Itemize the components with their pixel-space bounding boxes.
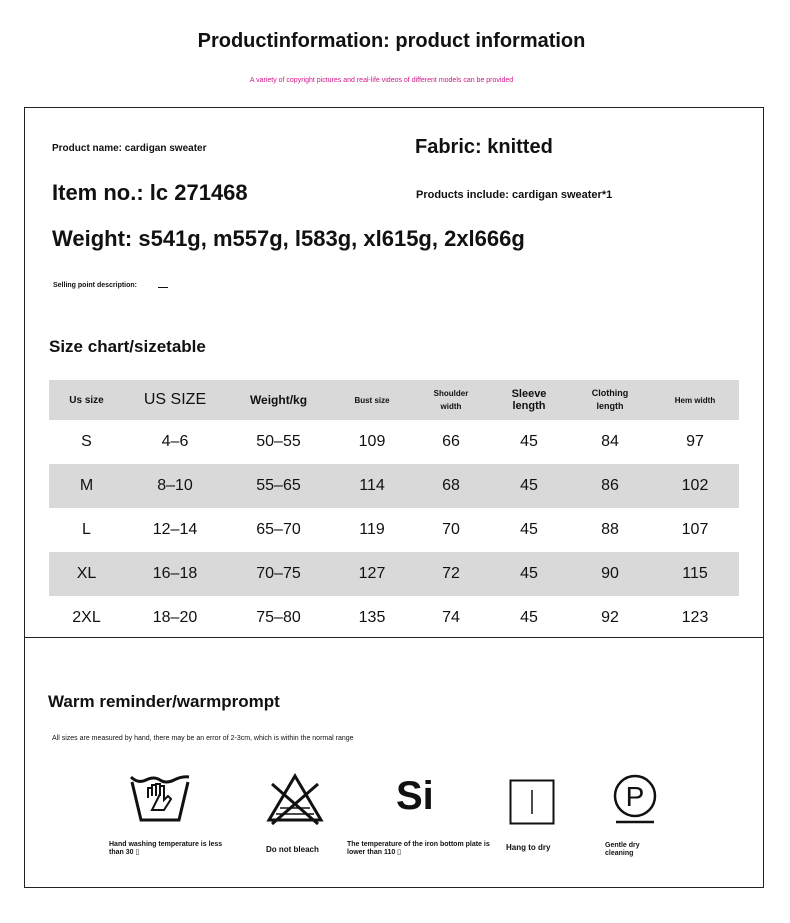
table-cell: 66	[442, 433, 460, 450]
table-cell: 2XL	[72, 609, 101, 626]
table-cell: 109	[358, 433, 386, 450]
table-cell: XL	[76, 565, 97, 582]
table-cell: 68	[442, 477, 460, 494]
table-cell: 115	[682, 565, 708, 582]
table-cell: 127	[358, 565, 386, 582]
table-cell: 70	[442, 521, 460, 538]
table-cell: 119	[359, 521, 385, 538]
table-cell: 45	[520, 477, 538, 494]
table-cell: 107	[681, 521, 709, 538]
table-cell: S	[81, 433, 92, 450]
col-sleeve: Sleeve length	[511, 388, 547, 412]
table-row	[49, 420, 739, 464]
no-bleach-label: Do not bleach	[266, 845, 319, 854]
table-cell: 45	[520, 609, 538, 626]
table-row	[49, 508, 739, 552]
hand-wash-label: Hand washing temperature is less than 30 ▯	[109, 841, 223, 856]
col-shoulder: Shoulder width	[433, 389, 469, 411]
hang-dry-label: Hang to dry	[506, 843, 551, 852]
hang-dry-icon	[509, 779, 555, 830]
table-cell: 92	[601, 609, 619, 626]
table-cell: 97	[686, 433, 704, 450]
page-subtitle: A variety of copyright pictures and real-life videos of different models can be provided	[249, 77, 514, 84]
table-cell: 45	[520, 433, 538, 450]
col-us-size-upper: US SIZE	[143, 391, 207, 408]
table-cell: 88	[601, 521, 619, 538]
table-cell: L	[82, 521, 91, 538]
table-cell: 74	[442, 609, 460, 626]
table-cell: 55–65	[256, 477, 301, 494]
table-cell: 8–10	[157, 477, 193, 494]
col-weight: Weight/kg	[249, 393, 308, 407]
dry-clean-label: Gentle dry cleaning	[605, 842, 640, 857]
table-cell: 123	[681, 609, 709, 626]
fabric: Fabric: knitted	[415, 136, 553, 158]
table-header-row	[49, 380, 739, 420]
table-cell: 45	[520, 565, 538, 582]
iron-temperature-icon: Si	[396, 774, 434, 818]
svg-text:P: P	[625, 781, 645, 812]
table-cell: 102	[681, 477, 709, 494]
size-chart-heading: Size chart/sizetable	[49, 337, 206, 356]
table-cell: 65–70	[256, 521, 301, 538]
table-cell: 70–75	[256, 565, 301, 582]
table-cell: 114	[359, 477, 385, 494]
page-title: Productinformation: product information	[197, 30, 586, 52]
table-cell: 75–80	[256, 609, 301, 626]
table-cell: 45	[520, 521, 538, 538]
table-cell: 72	[442, 565, 460, 582]
table-cell: 18–20	[152, 609, 198, 626]
table-cell: 12–14	[152, 521, 198, 538]
hand-wash-icon	[128, 774, 192, 831]
table-cell: 16–18	[152, 565, 198, 582]
table-cell: 4–6	[161, 433, 189, 450]
table-cell: 50–55	[256, 433, 301, 450]
products-include: Products include: cardigan sweater*1	[416, 189, 613, 201]
table-cell: 90	[601, 565, 619, 582]
size-table	[49, 380, 739, 640]
dry-clean-icon	[612, 773, 658, 830]
table-cell: 84	[601, 433, 619, 450]
selling-point-label: Selling point description:	[53, 282, 137, 289]
item-number: Item no.: lc 271468	[52, 180, 248, 205]
no-bleach-icon	[266, 772, 324, 831]
product-name: Product name: cardigan sweater	[52, 143, 207, 154]
table-cell: M	[79, 477, 94, 494]
col-clothing: Clothing length	[591, 388, 629, 411]
table-row	[49, 596, 739, 640]
col-hem: Hem width	[674, 395, 716, 405]
selling-point-value	[158, 287, 168, 288]
col-bust: Bust size	[354, 395, 390, 405]
reminder-heading: Warm reminder/warmprompt	[48, 692, 280, 711]
table-row	[49, 552, 739, 596]
table-cell: 86	[601, 477, 619, 494]
reminder-note: All sizes are measured by hand, there may be an error of 2-3cm, which is within the normal range	[52, 735, 354, 742]
table-row	[49, 464, 739, 508]
table-cell: 135	[358, 609, 386, 626]
weight: Weight: s541g, m557g, l583g, xl615g, 2xl666g	[52, 226, 525, 251]
col-us-size: Us size	[69, 394, 104, 406]
iron-label: The temperature of the iron bottom plate is lower than 110 ▯	[347, 841, 490, 856]
